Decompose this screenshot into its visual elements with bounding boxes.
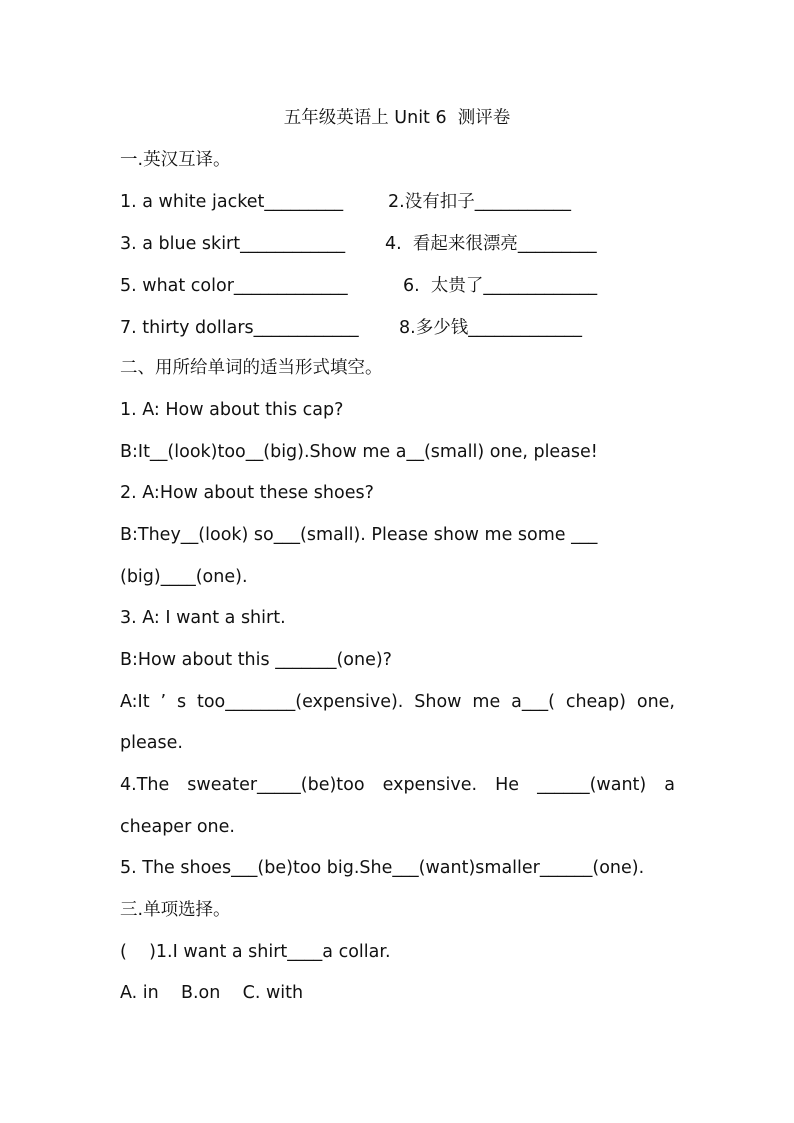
translation-item-3: 3. a blue skirt____________	[120, 234, 346, 254]
exercise-line: 1. A: How about this cap?	[120, 400, 344, 420]
exercise-line: 2. A:How about these shoes?	[120, 483, 374, 503]
translation-item-7: 7. thirty dollars____________	[120, 318, 359, 338]
section-1-heading: 一.英汉互译。	[120, 150, 231, 170]
choice-question: ( )1.I want a shirt____a collar.	[120, 942, 391, 962]
exercise-line: A:It ’ s too________(expensive). Show me a___( cheap) one,	[120, 692, 675, 712]
translation-item-1: 1. a white jacket_________	[120, 192, 344, 212]
exercise-line: B:They__(look) so___(small). Please show me some ___	[120, 525, 598, 545]
translation-item-5: 5. what color_____________	[120, 276, 348, 296]
translation-item-6: 6. 太贵了_____________	[403, 276, 598, 296]
choice-options: A. in B.on C. with	[120, 983, 304, 1003]
exercise-line: 5. The shoes___(be)too big.She___(want)smaller______(one).	[120, 858, 645, 878]
exercise-line: B:How about this _______(one)?	[120, 650, 392, 670]
exercise-line: (big)____(one).	[120, 567, 248, 587]
exercise-line: 3. A: I want a shirt.	[120, 608, 286, 628]
exercise-line: please.	[120, 733, 183, 753]
translation-item-8: 8.多少钱_____________	[399, 318, 582, 338]
exercise-line: cheaper one.	[120, 817, 235, 837]
translation-item-2: 2.没有扣子___________	[388, 192, 571, 212]
exercise-line: B:It__(look)too__(big).Show me a__(small) one, please!	[120, 442, 598, 462]
exercise-line: 4.The sweater_____(be)too expensive. He ______(want) a	[120, 775, 675, 795]
page-title: 五年级英语上 Unit 6 测评卷	[283, 108, 511, 128]
section-2-heading: 二、用所给单词的适当形式填空。	[120, 358, 383, 378]
translation-item-4: 4. 看起来很漂亮_________	[385, 234, 597, 254]
section-3-heading: 三.单项选择。	[120, 900, 231, 920]
